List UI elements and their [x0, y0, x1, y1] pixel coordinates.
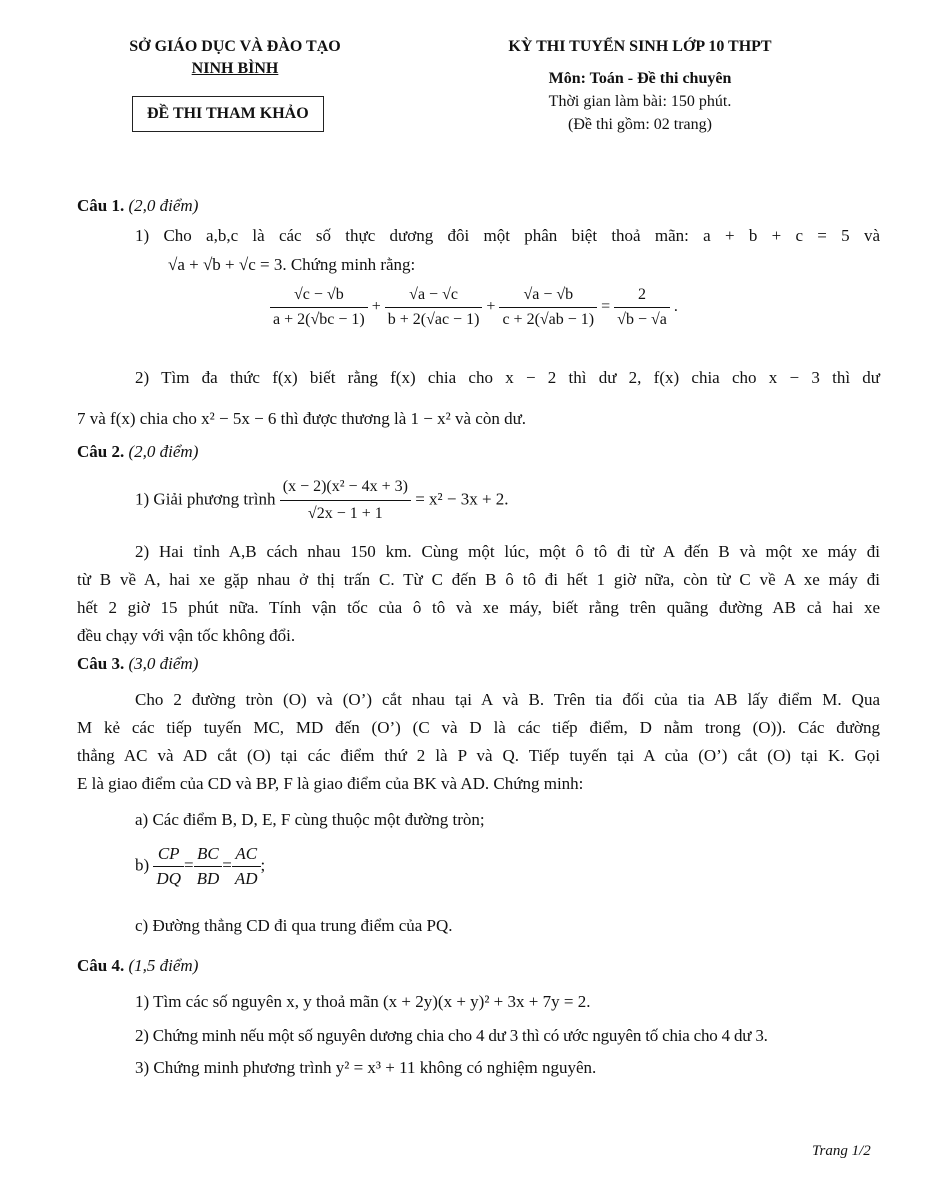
q3-part-b: b) $\frac{CP}{DQ}$ = $\frac{BC}{BD}$ = $\frac{AC}{AD}$ ; [135, 842, 265, 891]
q1-frac-3: $\frac{√a - √b}{c + 2(√ab - 1)}$ [499, 283, 597, 332]
q3-part-c: c) Đường thẳng CD đi qua trung điểm của PQ. [135, 916, 453, 935]
subject: Môn: Toán - Đề thi chuyên [548, 70, 732, 87]
q4-heading [77, 952, 198, 980]
q1-heading [77, 192, 198, 220]
q2-equation-fraction: $\frac{\text{(x − 2)(x² − 4x + 3)}}{√2x - 1 + 1}$ [280, 474, 411, 527]
q3-label: Câu 3. [77, 654, 125, 673]
q1-formula: $\frac{√c - √b}{a + 2(√bc - 1)}$ + $\frac{√a - √c}{b + 2(√ac - 1)}$ + $\frac{√a - √b}{c + 2(√ab - 1)}$ = $\frac{2}{√b - √a}$ . [270, 283, 678, 332]
q2-p2-line4: đều chạy với vận tốc không đổi. [77, 626, 296, 645]
q1-label: Câu 1. [77, 196, 125, 215]
exam-title: KỲ THI TUYỂN SINH LỚP 10 THPT [508, 38, 772, 55]
q2-p1 [135, 474, 509, 527]
page-number: Trang 1/2 [812, 1143, 871, 1159]
q2-p1-text: 1) Giải phương trình [135, 489, 276, 509]
q1-frac-2: $\frac{√a - √c}{b + 2(√ac - 1)}$ [385, 283, 483, 332]
pages-note: (Đề thi gồm: 02 trang) [568, 116, 712, 133]
q3-points: (3,0 điểm) [128, 654, 199, 673]
q1-p1-line1: 1) Cho a,b,c là các số thực dương đôi một phân biệt thoả mãn: a + b + c = 5 và [135, 226, 880, 245]
q1-p2-line1: 2) Tìm đa thức f(x) biết rằng f(x) chia cho x − 2 thì dư 2, f(x) chia cho x − 3 thì dư [135, 368, 880, 387]
q4-p3: 3) Chứng minh phương trình y² = x³ + 11 không có nghiệm nguyên. [135, 1058, 597, 1077]
province-name: NINH BÌNH [191, 60, 279, 77]
q4-p1: 1) Tìm các số nguyên x, y thoả mãn (x + 2y)(x + y)² + 3x + 7y = 2. [135, 992, 591, 1011]
q2-p2-line2: từ B về A, hai xe gặp nhau ở thị trấn C. Từ C đến B ô tô đi hết 1 giờ nữa, còn từ C về A xe máy đi [77, 570, 880, 589]
exam-type-box: ĐỀ THI THAM KHẢO [132, 96, 324, 132]
q2-points: (2,0 điểm) [128, 442, 199, 461]
q1-p1-line2: √a + √b + √c = 3. Chứng minh rằng: [168, 255, 416, 274]
dept-name: SỞ GIÁO DỤC VÀ ĐÀO TẠO [129, 38, 341, 55]
q2-p2-line1: 2) Hai tỉnh A,B cách nhau 150 km. Cùng một lúc, một ô tô đi từ A đến B và một xe máy đi [135, 542, 880, 561]
q3-b-frac-2: $\frac{BC}{BD}$ [194, 842, 223, 891]
q3-line3: thẳng AC và AD cắt (O) tại các điểm thứ 2 là P và Q. Tiếp tuyến tại A của (O’) cắt (O) tại K. Gọi [77, 746, 880, 765]
q2-p2-line3: hết 2 giờ 15 phút nữa. Tính vận tốc của ô tô và xe máy, biết rằng trên quãng đường AB cả hai xe [77, 598, 880, 617]
q3-line1: Cho 2 đường tròn (O) và (O’) cắt nhau tại A và B. Trên tia đối của tia AB lấy điểm M. Qua [135, 690, 880, 709]
q3-part-a: a) Các điểm B, D, E, F cùng thuộc một đường tròn; [135, 810, 485, 829]
q1-frac-1: $\frac{√c - √b}{a + 2(√bc - 1)}$ [270, 283, 368, 332]
q3-b-frac-1: $\frac{CP}{DQ}$ [153, 842, 184, 891]
q4-p2: 2) Chứng minh nếu một số nguyên dương chia cho 4 dư 3 thì có ước nguyên tố chia cho 4 dư 3. [135, 1026, 768, 1045]
q2-heading [77, 438, 198, 466]
q3-line4: E là giao điểm của CD và BP, F là giao điểm của BK và AD. Chứng minh: [77, 774, 584, 793]
duration: Thời gian làm bài: 150 phút. [548, 93, 732, 110]
q1-points: (2,0 điểm) [128, 196, 199, 215]
q4-points: (1,5 điểm) [128, 956, 199, 975]
q3-line2: M kẻ các tiếp tuyến MC, MD đến (O’) (C và D là các tiếp điểm, D nằm trong (O)). Các đường [77, 718, 880, 737]
q3-b-frac-3: $\frac{AC}{AD}$ [232, 842, 261, 891]
q1-frac-rhs: $\frac{2}{√b - √a}$ [614, 283, 670, 332]
q2-label: Câu 2. [77, 442, 125, 461]
q3-b-label: b) [135, 855, 150, 875]
q4-label: Câu 4. [77, 956, 125, 975]
q3-heading [77, 650, 198, 678]
q2-p1-rhs: = x² − 3x + 2. [415, 489, 509, 509]
q1-p2-line2: 7 và f(x) chia cho x² − 5x − 6 thì được thương là 1 − x² và còn dư. [77, 409, 527, 428]
